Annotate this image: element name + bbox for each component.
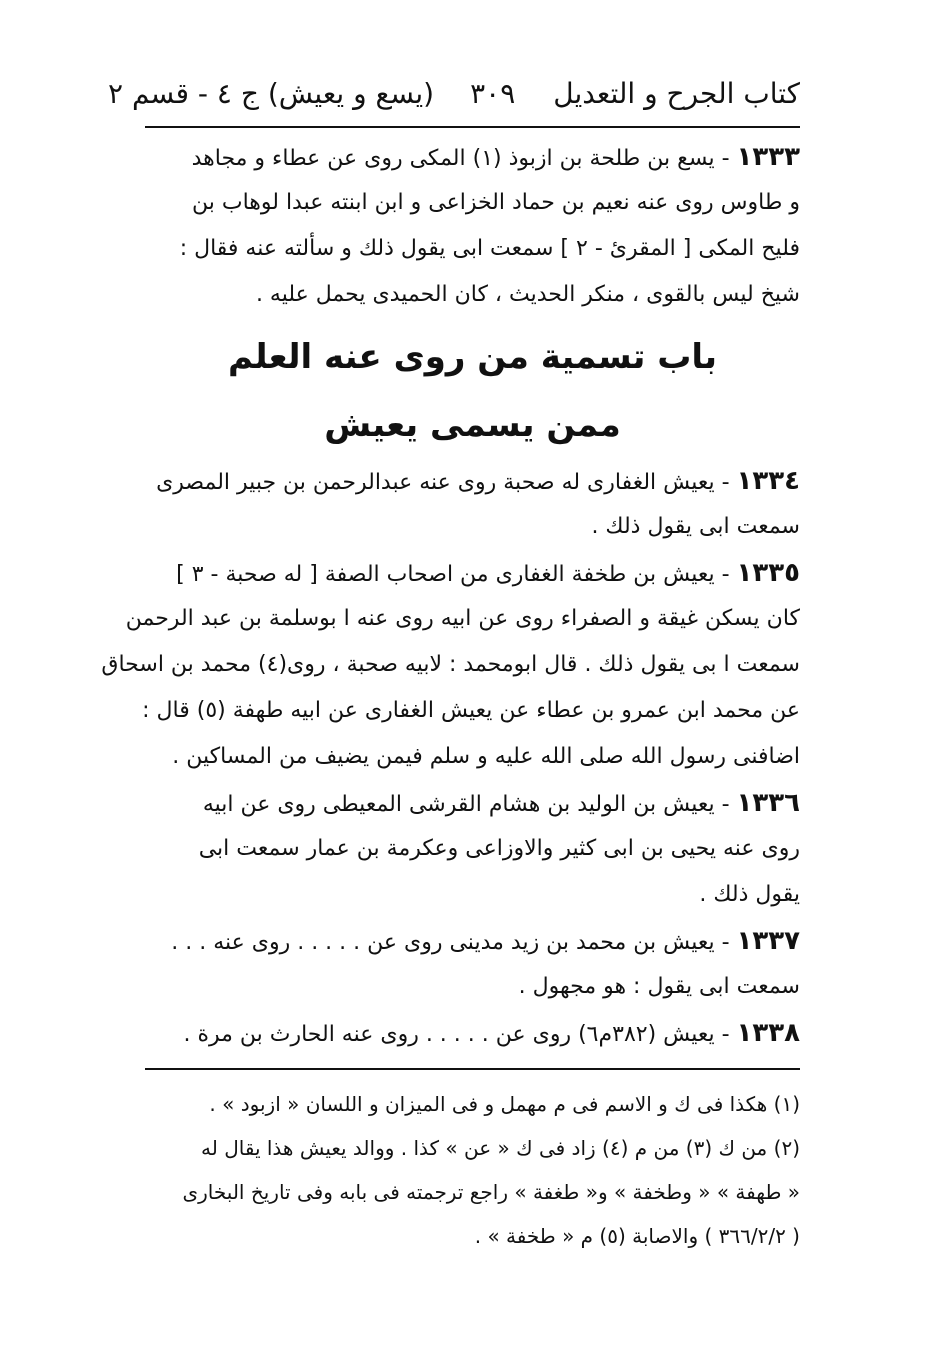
entry-number: ١٣٣٣ <box>736 142 800 172</box>
entry-number: ١٣٣٧ <box>736 926 800 956</box>
entry-line: سمعت ابى يقول ذلك . <box>591 514 800 539</box>
book-title: كتاب الجرح و التعديل <box>553 76 800 110</box>
entry-line <box>145 550 800 596</box>
entry-text: - يعيش بن الوليد بن هشام القرشى المعيطى روى عن ابيه <box>202 792 730 817</box>
entry-line: فليح المكى [ المقرئ - ٢ ] سمعت ابى يقول ذلك و سألته عنه فقال : <box>179 236 800 261</box>
entry-line: روى عنه يحيى بن ابى كثير والاوزاعى وعكرمة بن عمار سمعت ابى <box>198 836 800 861</box>
entry-1337 <box>145 918 800 1010</box>
entry-number: ١٣٣٦ <box>736 788 800 818</box>
footnote-line: (١) هكذا فى ك و الاسم فى م مهمل و فى الميزان و اللسان « ازبود » . <box>209 1092 800 1116</box>
entry-line: يقول ذلك . <box>699 882 800 907</box>
page-number: ٣٠٩ <box>470 76 516 110</box>
footnote-line: « طهفة » « وطخفة » و« طغفة » راجع ترجمته فى بابه وفى تاريخ البخارى <box>182 1180 800 1204</box>
entry-line <box>145 458 800 504</box>
entry-line: اضافنى رسول الله صلى الله عليه و سلم فيمن يضيف من المساكين . <box>172 744 800 769</box>
entry-text: - يعيش بن محمد بن زيد مدينى روى عن . . . . . روى عنه . . . <box>171 930 730 955</box>
entry-text: - يعيش بن طخفة الغفارى من اصحاب الصفة [ له صحبة - ٣ ] <box>176 562 730 587</box>
entry-line: عن محمد ابن عمرو بن عطاء عن يعيش الغفارى عن ابيه طهفة (٥) قال : <box>142 698 800 723</box>
entry-1335 <box>101 550 800 780</box>
entry-number: ١٣٣٨ <box>736 1018 800 1048</box>
entry-number: ١٣٣٥ <box>736 558 800 588</box>
entry-number: ١٣٣٤ <box>736 466 800 496</box>
running-header <box>108 60 800 126</box>
book-page <box>101 60 800 1258</box>
entry-text: - يعيش (٣٨٢م٦) روى عن . . . . . روى عنه الحارث بن مرة . <box>183 1022 730 1047</box>
entry-line <box>145 1010 800 1056</box>
entry-line: سمعت ا بى يقول ذلك . قال ابومحمد : لابيه صحبة ، روى(٤) محمد بن اسحاق <box>101 652 800 677</box>
footnote-line: (٢) من ك (٣) من م (٤) زاد فى ك « عن » كذا . ووالد يعيش هذا يقال له <box>201 1136 800 1160</box>
footnote-line: ( ٣٦٦/٢/٢ ) والاصابة (٥) م « طخفة » . <box>474 1224 800 1248</box>
section-label: (يسع و يعيش) ج ٤ - قسم ٢ <box>108 76 435 110</box>
entry-text: - يسع بن طلحة بن ازبوذ (١) المكى روى عن عطاء و مجاهد <box>191 146 730 171</box>
entry-line: سمعت ابى يقول : هو مجهول . <box>518 974 800 999</box>
footnote-rule <box>145 1068 800 1070</box>
entry-line <box>145 918 800 964</box>
chapter-heading: باب تسمية من روى عنه العلم <box>228 337 717 377</box>
entry-1334 <box>145 458 800 550</box>
entry-line: شيخ ليس بالقوى ، منكر الحديث ، كان الحميدى يحمل عليه . <box>255 282 800 307</box>
entry-line <box>145 780 800 826</box>
chapter-subheading: ممن يسمى يعيش <box>324 405 621 445</box>
header-rule <box>145 126 800 128</box>
entry-1333 <box>145 134 800 318</box>
entry-line: و طاوس روى عنه نعيم بن حماد الخزاعى و ابن ابنته عبدا لوهاب بن <box>192 190 800 215</box>
entry-line: كان يسكن غيقة و الصفراء روى عن ابيه روى عنه ا بوسلمة بن عبد الرحمن <box>125 606 800 631</box>
footnotes <box>145 1082 800 1258</box>
entry-1336 <box>145 780 800 918</box>
entry-line <box>145 134 800 180</box>
entry-1338 <box>145 1010 800 1056</box>
entry-text: - يعيش الغفارى له صحبة روى عنه عبدالرحمن بن جبير المصرى <box>156 470 730 495</box>
